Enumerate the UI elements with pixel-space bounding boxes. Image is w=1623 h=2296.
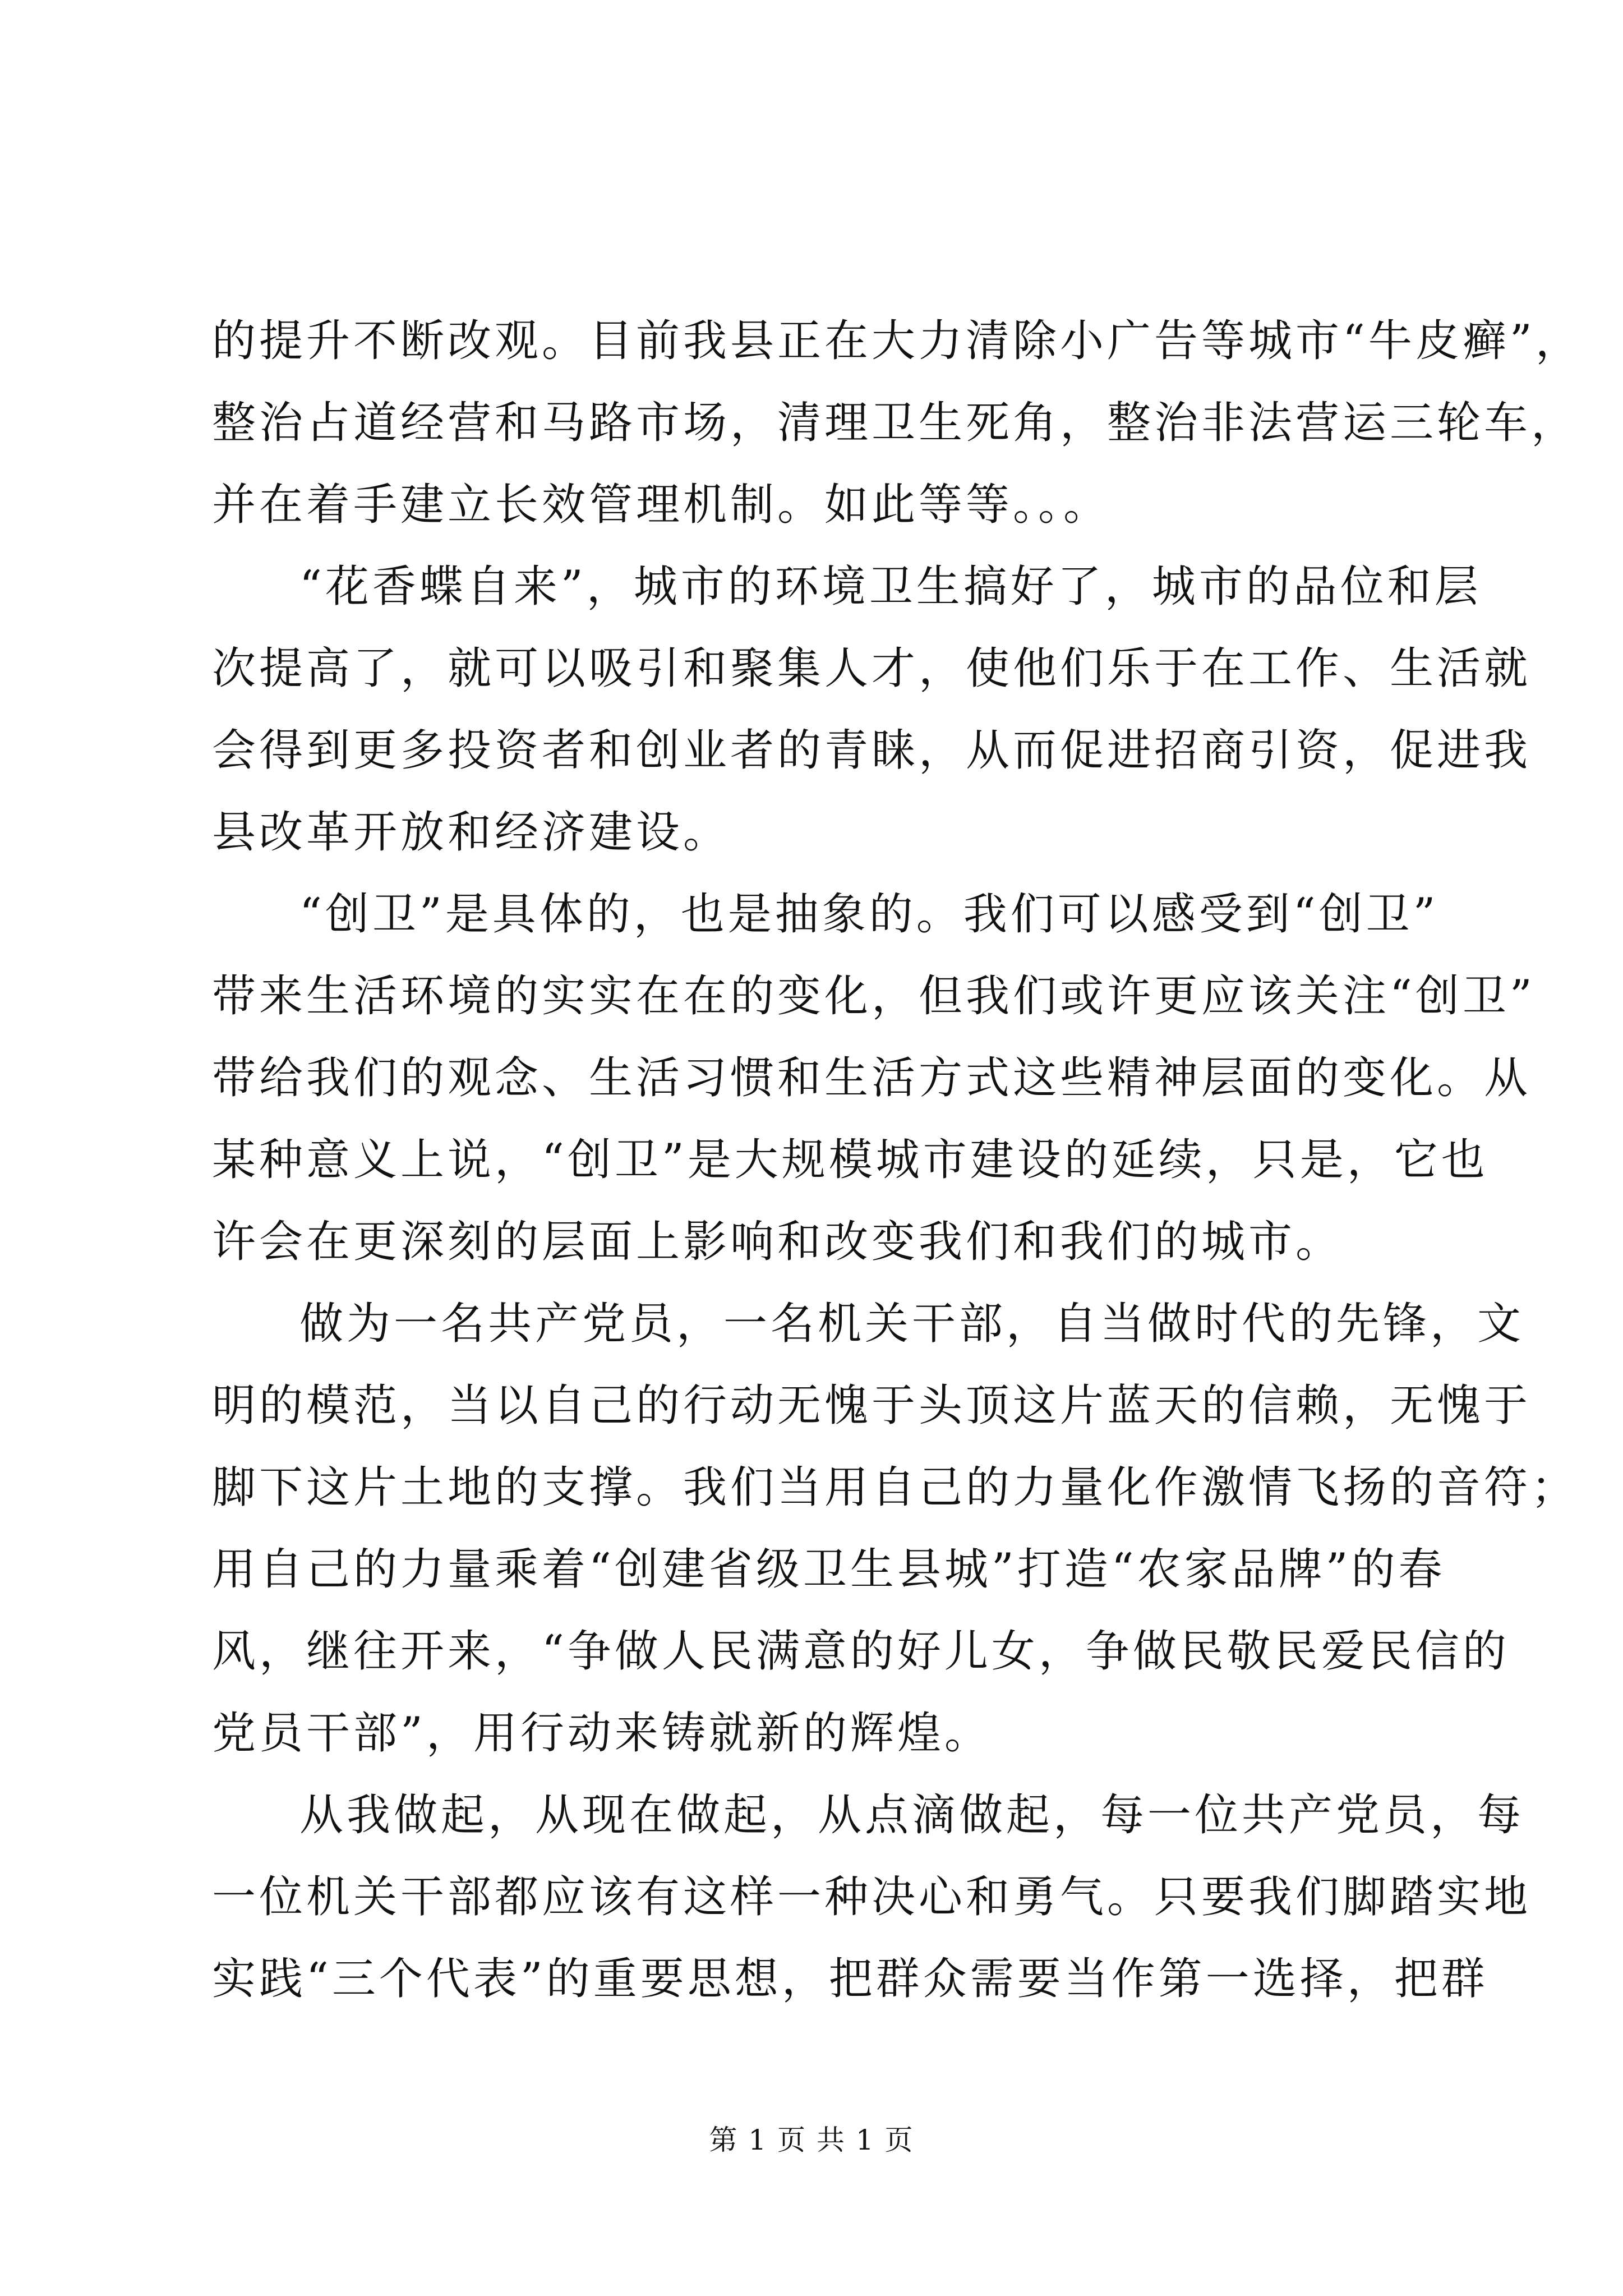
body-line: 会得到更多投资者和创业者的青睐，从而促进招商引资，促进我 [212, 725, 1532, 776]
body-line: 的提升不断改观。目前我县正在大力清除小广告等城市“牛皮癣”， [212, 316, 1583, 366]
paragraph-first-line: “创卫”是具体的，也是抽象的。我们可以感受到“创卫” [299, 889, 1439, 940]
body-line: 带给我们的观念、生活习惯和生活方式这些精神层面的变化。从 [212, 1053, 1532, 1103]
body-line: 风，继往开来，“争做人民满意的好儿女，争做民敬民爱民信的 [212, 1626, 1510, 1677]
body-line: 次提高了，就可以吸引和聚集人才，使他们乐于在工作、生活就 [212, 643, 1532, 694]
body-line: 整治占道经营和马路市场，清理卫生死角，整治非法营运三轮车， [212, 398, 1579, 448]
body-line: 带来生活环境的实实在在的变化，但我们或许更应该关注“创卫” [212, 971, 1536, 1022]
page-number-footer: 第 1 页 共 1 页 [709, 2124, 914, 2156]
body-line: 用自己的力量乘着“创建省级卫生县城”打造“农家品牌”的春 [212, 1544, 1446, 1595]
paragraph-first-line: 从我做起，从现在做起，从点滴做起，每一位共产党员，每 [299, 1790, 1525, 1841]
body-line: 一位机关干部都应该有这样一种决心和勇气。只要我们脚踏实地 [212, 1872, 1532, 1922]
paragraph-first-line: “花香蝶自来”，城市的环境卫生搞好了，城市的品位和层 [299, 562, 1482, 612]
body-line: 县改革开放和经济建设。 [212, 807, 731, 858]
body-line: 实践“三个代表”的重要思想，把群众需要当作第一选择，把群 [212, 1954, 1488, 2004]
body-line: 党员干部”，用行动来铸就新的辉煌。 [212, 1708, 992, 1759]
body-line: 并在着手建立长效管理机制。如此等等。。。 [212, 480, 1111, 530]
paragraph-first-line: 做为一名共产党员，一名机关干部，自当做时代的先锋，文 [299, 1299, 1525, 1349]
body-line: 明的模范，当以自己的行动无愧于头顶这片蓝天的信赖，无愧于 [212, 1381, 1532, 1431]
body-line: 许会在更深刻的层面上影响和改变我们和我们的城市。 [212, 1217, 1343, 1267]
body-line: 某种意义上说，“创卫”是大规模城市建设的延续，只是，它也 [212, 1135, 1488, 1185]
body-line: 脚下这片土地的支撑。我们当用自己的力量化作激情飞扬的音符； [212, 1462, 1579, 1513]
